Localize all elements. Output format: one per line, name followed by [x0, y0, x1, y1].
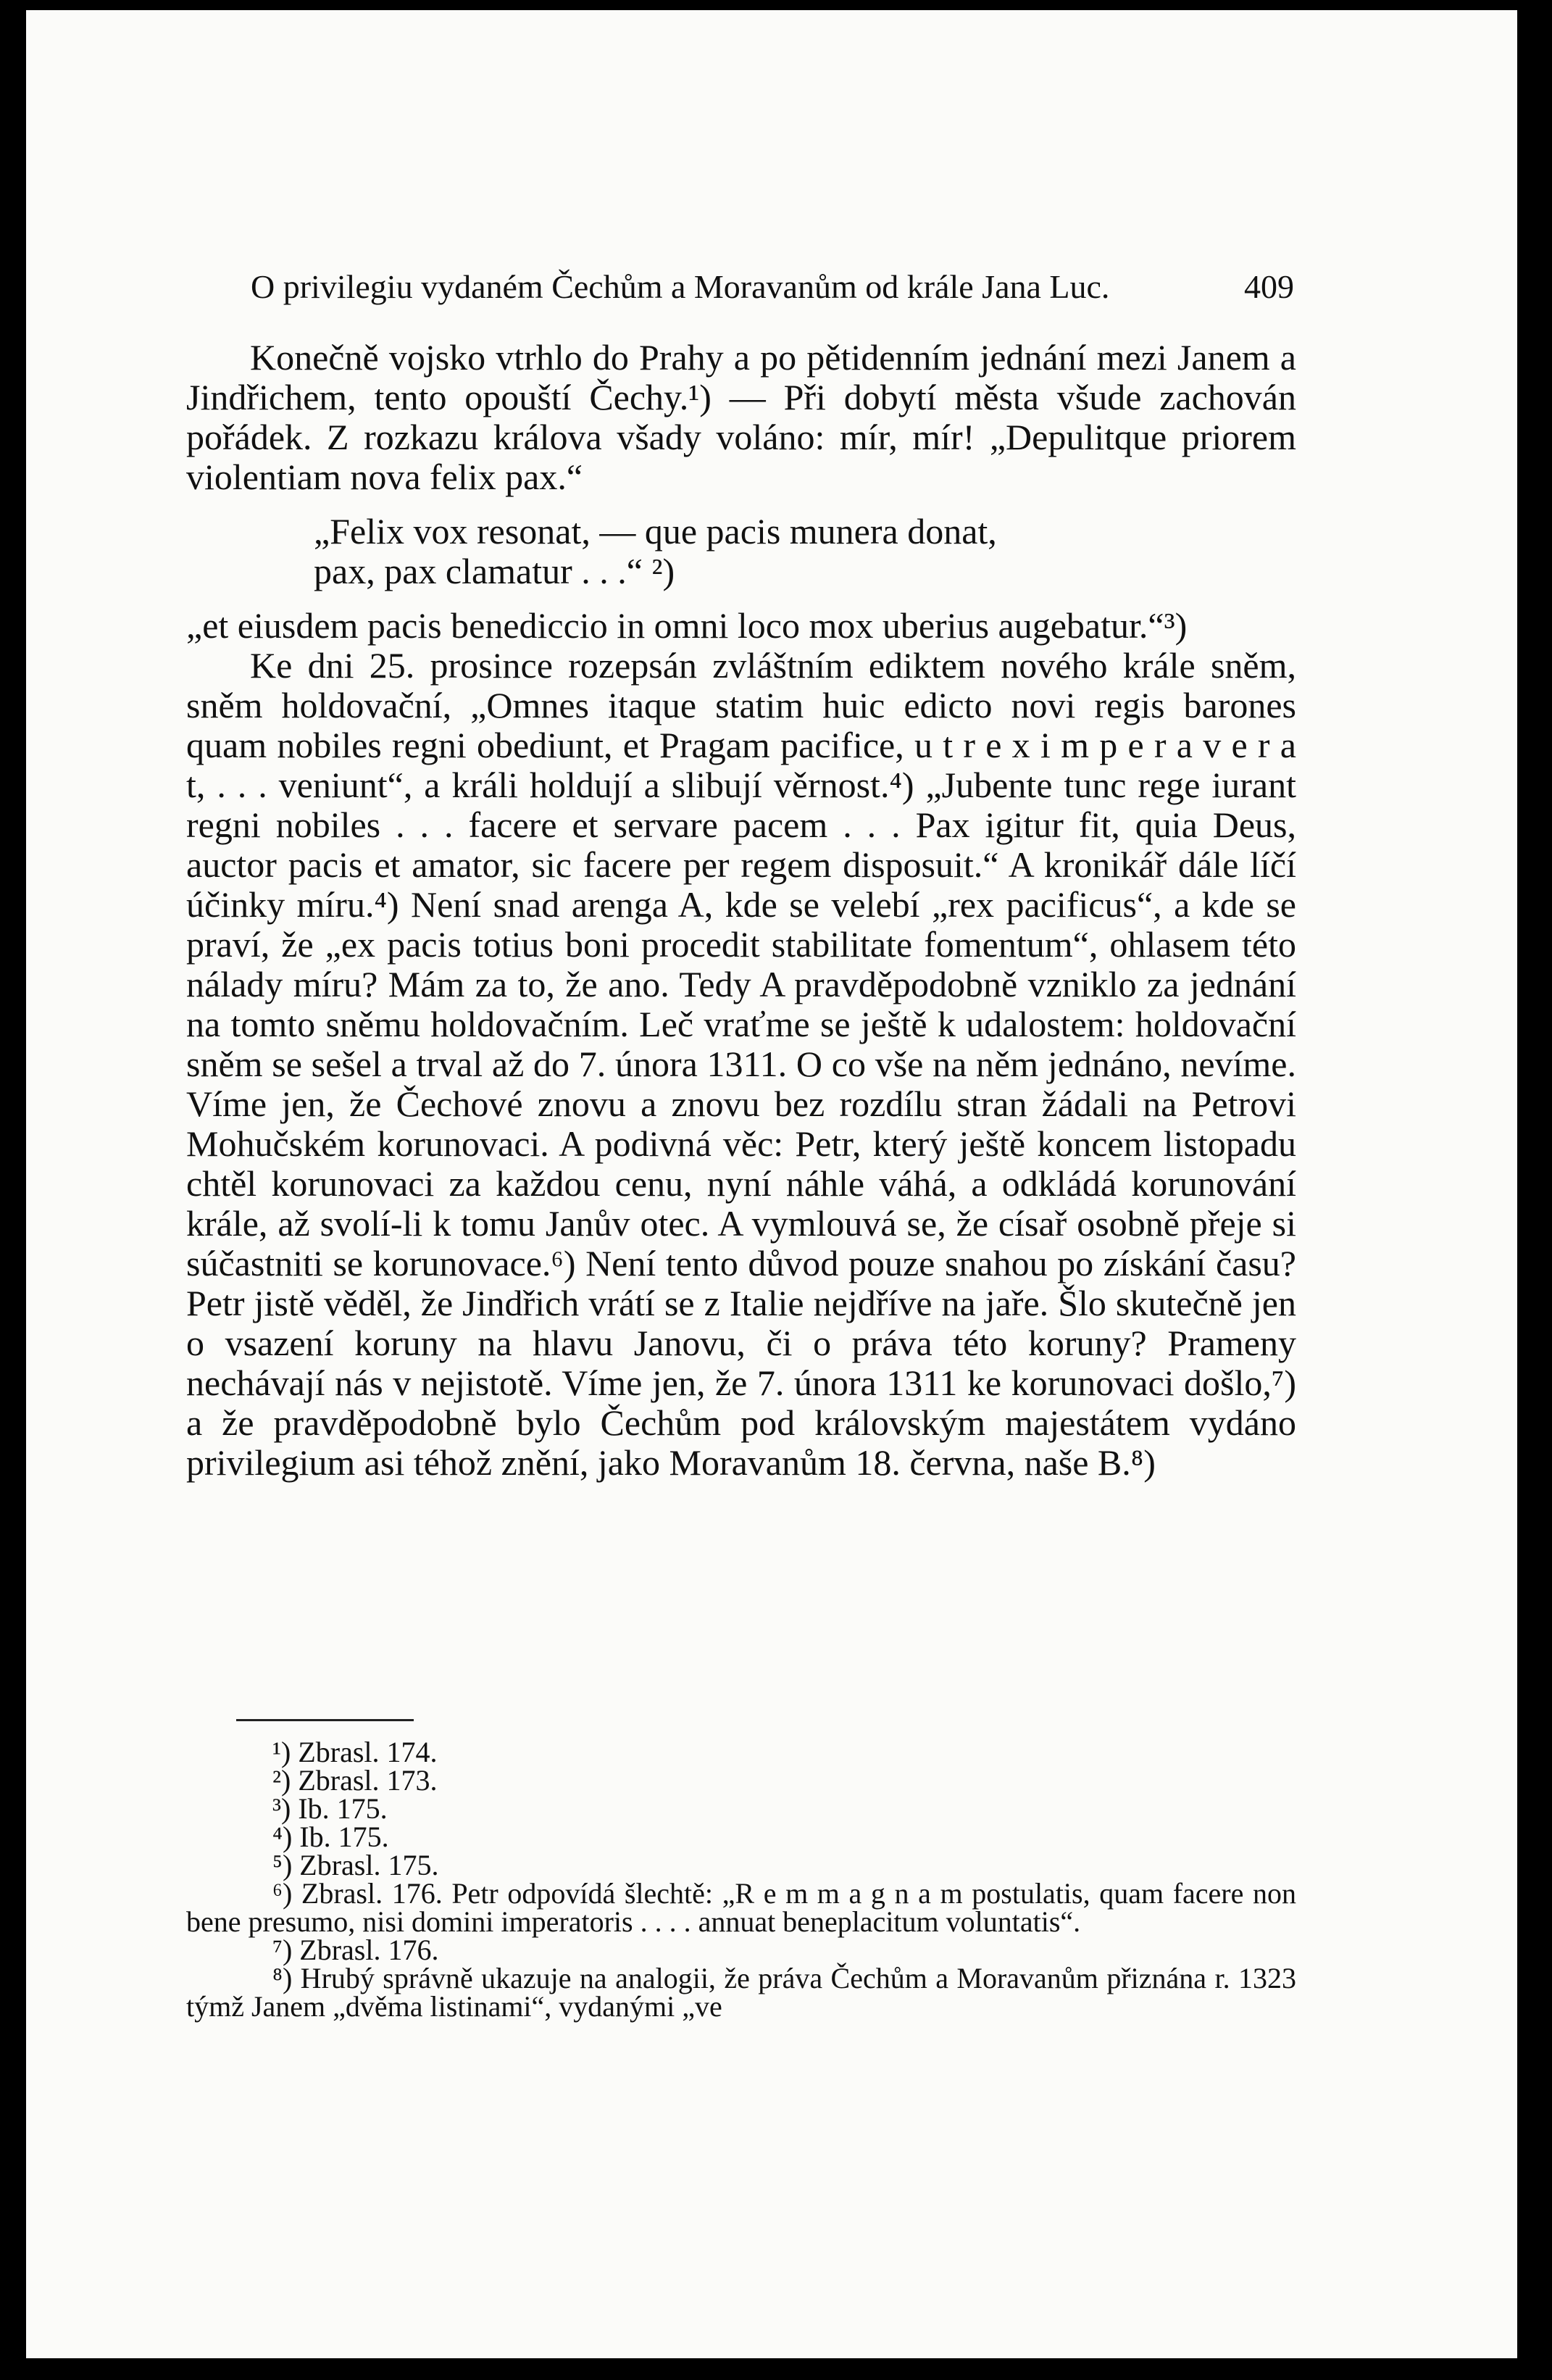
page-number: 409	[1244, 268, 1294, 305]
footnote-2: ²) Zbrasl. 173.	[272, 1764, 438, 1797]
book-page	[26, 10, 1517, 2358]
footnote-6: ⁶) Zbrasl. 176. Petr odpovídá šlechtě: „R e m m a g n a m postulatis, quam facere non bene presumo, nisi domini imperatoris . . . . annuat beneplacitum voluntatis“.	[186, 1877, 1296, 1938]
footnote-7: ⁷) Zbrasl. 176.	[272, 1934, 439, 1966]
footnote-rule	[236, 1719, 414, 1721]
verse-line-2: pax, pax clamatur . . .“ ²)	[314, 551, 675, 591]
footnote-5: ⁵) Zbrasl. 175.	[272, 1849, 439, 1881]
footnotes	[186, 1738, 1296, 2021]
footnote-8: ⁸) Hrubý správně ukazuje na analogii, že práva Čechům a Moravanům přiznána r. 1323 týmž Janem „dvěma listinami“, vydanými „ve	[186, 1962, 1296, 2023]
paragraph-3: Ke dni 25. prosince rozepsán zvláštním ediktem nového krále sněm, sněm holdovační, „Omnes itaque statim huic edicto novi regis barones quam nobiles regni obediunt, et Pragam pacifice, u t r e x i m p e r a v e r a t, . . . veniunt“, a králi holdují a slibují věrnost.⁴) „Jubente tunc rege iurant regni nobiles . . . facere et servare pacem . . . Pax igitur fit, quia Deus, auctor pacis et amator, sic facere per regem disposuit.“ A kronikář dále líčí účinky míru.⁴) Není snad arenga A, kde se velebí „rex pacificus“, a kde se praví, že „ex pacis totius boni procedit stabilitate fomentum“, ohlasem této nálady míru? Mám za to, že ano. Tedy A pravděpodobně vzniklo za jednání na tomto sněmu holdovačním. Leč vraťme se ještě k udalostem: holdovační sněm se sešel a trval až do 7. února 1311. O co vše na něm jednáno, nevíme. Víme jen, že Čechové znovu a znovu bez rozdílu stran žádali na Petrovi Mohučském korunovaci. A podivná věc: Petr, který ještě koncem listopadu chtěl korunovaci za každou cenu, nyní náhle váhá, a odkládá korunování krále, až svolí-li k tomu Janův otec. A vymlouvá se, že císař osobně přeje si súčastniti se korunovace.⁶) Není tento důvod pouze snahou po získání času? Petr jistě věděl, že Jindřich vrátí se z Italie nejdříve na jaře. Šlo skutečně jen o vsazení koruny na hlavu Janovu, či o práva této koruny? Prameny nechávají nás v nejistotě. Víme jen, že 7. února 1311 ke korunovaci došlo,⁷) a že pravděpodobně bylo Čechům pod královským majestátem vydáno privilegium asi téhož znění, jako Moravanům 18. června, naše B.⁸)	[186, 645, 1296, 1483]
footnote-4: ⁴) Ib. 175.	[272, 1821, 389, 1853]
paragraph-2: „et eiusdem pacis benediccio in omni loco mox uberius augebatur.“³)	[186, 605, 1188, 646]
running-header	[251, 265, 1294, 309]
running-title: O privilegiu vydaném Čechům a Moravanům od krále Jana Luc.	[251, 268, 1110, 305]
paragraph-1: Konečně vojsko vtrhlo do Prahy a po pětidenním jednání mezi Janem a Jindřichem, tento opouští Čechy.¹) — Při dobytí města všude zachován pořádek. Z rozkazu králova všady voláno: mír, mír! „Depulitque priorem violentiam nova felix pax.“	[186, 337, 1296, 497]
footnote-3: ³) Ib. 175.	[272, 1792, 388, 1825]
verse-quote	[314, 497, 1296, 606]
verse-line-1: „Felix vox resonat, — que pacis munera donat,	[314, 511, 997, 552]
main-text	[186, 338, 1296, 1483]
footnote-1: ¹) Zbrasl. 174.	[272, 1736, 438, 1768]
